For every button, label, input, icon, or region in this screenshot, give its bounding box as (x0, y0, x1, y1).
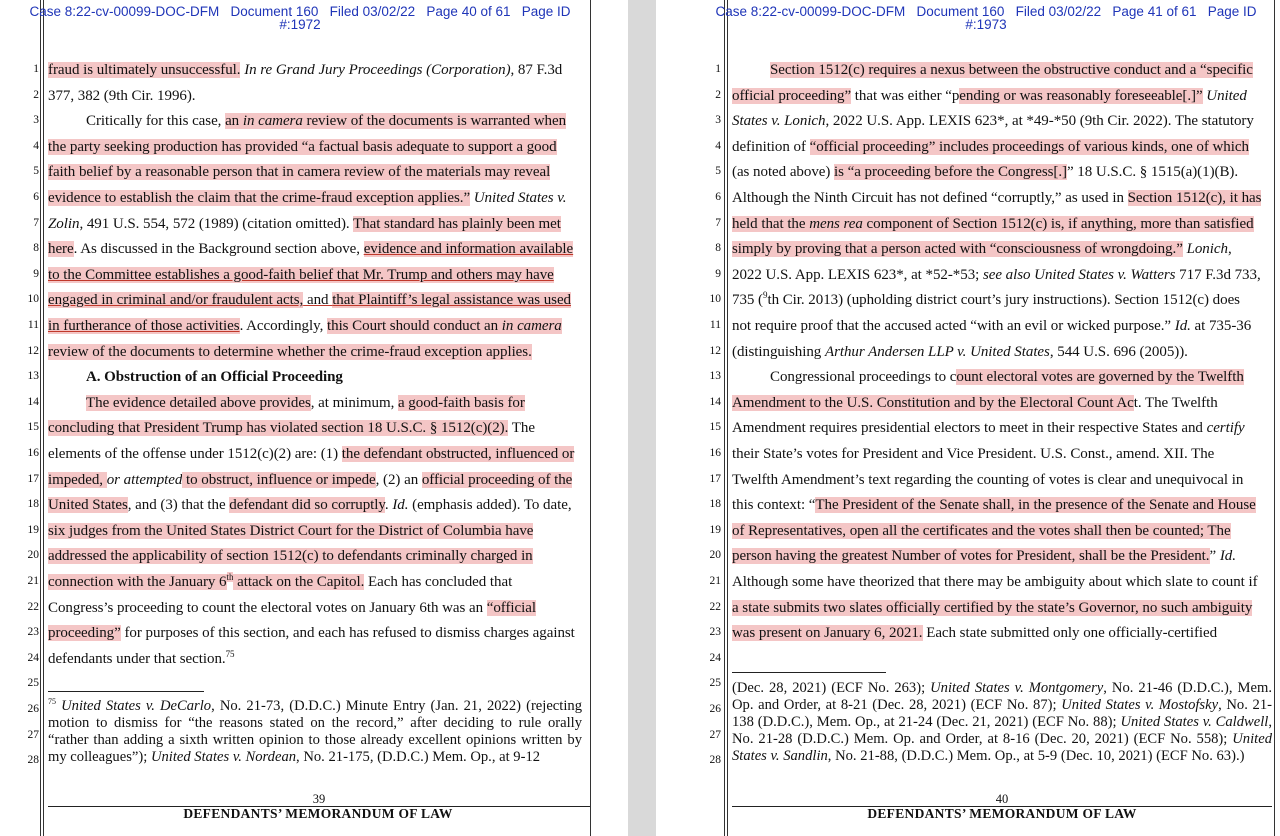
pleading-line (732, 570, 1272, 596)
line-number: 15 (27, 421, 39, 434)
text-run: , No. 21-73, (D.D.C.) Minute Entry (Jan. 21, 2022) (rejecting motion to dismiss for “the reasons stated on the record,” after deciding to rule orally “rather than adding a sixth written opinion to those already excellent opinions written by my colleagues”); (48, 698, 582, 765)
pleading-line (732, 160, 1272, 186)
pleading-line (48, 212, 588, 238)
pleading-line (48, 391, 588, 417)
line-number: 10 (709, 293, 721, 306)
pleading-line (48, 263, 588, 289)
pleading-line (732, 519, 1272, 545)
highlighted-text: this Court should conduct an (327, 318, 502, 334)
pleading-line (48, 442, 588, 468)
line-number: 16 (27, 447, 39, 459)
document-page-40 (656, 0, 1280, 836)
highlighted-text: in camera (242, 113, 303, 130)
line-number: 18 (709, 498, 721, 511)
footer-title: DEFENDANTS’ MEMORANDUM OF LAW (867, 806, 1137, 821)
highlighted-text: review of the documents is warranted when (302, 113, 567, 130)
pleading-line (48, 314, 588, 340)
highlighted-text: a good-faith basis for (398, 394, 525, 411)
highlighted-text: that Plaintiff’s legal assistance was used (332, 292, 572, 309)
pleading-line (48, 570, 588, 596)
text-run: 377, 382 (9th Cir. 1996). (48, 87, 196, 104)
line-number: 4 (715, 139, 721, 152)
pleading-line (732, 365, 1272, 391)
pleading-line (732, 212, 1272, 238)
highlighted-text: ount electoral votes are governed by the Twelfth (956, 369, 1244, 386)
pleading-line (48, 493, 588, 519)
highlighted-text: “official (486, 599, 536, 616)
text-run: and (303, 292, 333, 309)
line-number: 21 (27, 575, 39, 587)
highlighted-text: That standard has plainly been met (353, 215, 561, 232)
line-number: 8 (33, 242, 39, 255)
line-number: 8 (715, 242, 721, 255)
header-case-line: Case 8:22-cv-00099-DOC-DFM Document 160 Filed 03/02/22 Page 41 of 61 Page ID (715, 4, 1257, 19)
highlighted-text: fraud is ultimately unsuccessful. (48, 62, 241, 78)
footnote (732, 680, 1272, 765)
text-run: Critically for this case, (86, 113, 226, 130)
line-number: 9 (715, 267, 721, 280)
pleading-line (48, 58, 588, 84)
text-run: defendants under that section. (48, 650, 226, 667)
line-number: 26 (709, 703, 721, 715)
text-run: 2022 U.S. App. LEXIS 623*, at *52-*53; (732, 266, 983, 283)
line-number: 19 (709, 523, 721, 536)
line-number: 13 (27, 370, 39, 383)
header-page-id: #:1973 (965, 17, 1007, 32)
line-number: 6 (715, 191, 721, 203)
header-page-id: #:1972 (279, 17, 321, 32)
highlighted-text: in camera (501, 318, 562, 334)
pleading-line (48, 365, 588, 391)
footer-title: DEFENDANTS’ MEMORANDUM OF LAW (183, 806, 453, 821)
pleading-line (48, 468, 588, 494)
pleading-line (48, 544, 588, 570)
line-number: 16 (709, 447, 721, 459)
line-number: 17 (27, 472, 39, 485)
highlighted-text: ending or was reasonably foreseeable[.]” (959, 87, 1203, 104)
highlighted-text: addressed the applicability of section 1512(c) to defendants criminally charged in (48, 548, 533, 565)
margin-rule (727, 0, 728, 836)
text-run: , (1227, 241, 1232, 258)
pleading-line (732, 135, 1272, 161)
text-run: Zolin (48, 215, 80, 232)
highlighted-text: The evidence detailed above provides (86, 394, 311, 411)
pleading-line (48, 621, 588, 647)
text-run: , 544 U.S. 696 (2005)). (1049, 343, 1188, 360)
pleading-line (732, 416, 1272, 442)
line-number: 15 (709, 421, 721, 434)
text-run: (distinguishing (732, 343, 825, 360)
pleading-line (48, 519, 588, 545)
highlighted-text: the party seeking production has provided (48, 138, 302, 155)
line-number: 4 (33, 139, 39, 152)
line-number: 12 (709, 344, 721, 357)
line-number: 25 (709, 677, 721, 690)
text-run: . As discussed in the Background section above, (73, 241, 364, 258)
footnote-rule (48, 691, 204, 692)
text-run: United States v. Nordean (150, 749, 297, 765)
margin-rule-right (1274, 0, 1275, 836)
line-number: 25 (27, 677, 39, 690)
line-number: 5 (715, 165, 721, 178)
text-run: States v. Lonich (732, 113, 826, 130)
line-number: 23 (709, 626, 721, 639)
highlighted-text: is “a proceeding before the Congress[.] (834, 164, 1067, 181)
text-run: definition of (732, 138, 810, 155)
text-run: for purposes of this section, and each has refused to dismiss charges against (120, 625, 575, 642)
line-number: 2 (33, 88, 39, 101)
text-run: , No. 21-175, (D.D.C.) Mem. Op., at 9-12 (296, 749, 541, 765)
superscript: 9 (763, 290, 768, 301)
text-run: , No. 21-88, (D.D.C.) Mem. Op., at 5-9 (Dec. 10, 2021) (ECF No. 63).) (827, 748, 1245, 764)
pleading-line (732, 340, 1272, 366)
text-run: Congressional proceedings to c (770, 369, 957, 386)
text-run: . Accordingly, (239, 318, 327, 334)
superscript: 75 (225, 648, 235, 659)
highlighted-text: the defendant obstructed, influenced or (341, 446, 575, 462)
text-run: Although the Ninth Circuit has not defined “corruptly,” as used in (732, 190, 1128, 206)
highlighted-text: of Representatives, open all the certificates and the votes shall then be counted; The (732, 522, 1231, 539)
highlighted-text: evidence and information available (363, 241, 574, 258)
pleading-line (732, 263, 1272, 289)
text-run: , and (3) that the (127, 497, 230, 514)
text-run: Congress’s proceeding to count the electoral votes on January 6th was an (48, 599, 487, 616)
text-run: , 491 U.S. 554, 572 (1989) (citation omitted). (79, 215, 354, 232)
text-run: , (2) an (375, 471, 422, 488)
pleading-line (732, 58, 1272, 84)
pleading-line (48, 109, 588, 135)
text-run: t. The Twelfth (1133, 394, 1218, 411)
pleading-line (48, 237, 588, 263)
line-number: 21 (709, 575, 721, 587)
highlighted-text: engaged in criminal and/or fraudulent acts, (48, 292, 304, 309)
text-run: or attempted (106, 471, 183, 488)
highlighted-text: Section 1512(c) requires a nexus between the obstructive conduct and a “specific (770, 62, 1253, 78)
text-run: Although some have theorized that there may be ambiguity about which slate to count if (732, 574, 1258, 590)
text-run: at 735-36 (1190, 318, 1252, 334)
text-run: their State’s votes for President and Vice President. U.S. Const., amend. XII. The (732, 446, 1215, 462)
line-number: 7 (715, 216, 721, 229)
text-run: A. Obstruction of an Official Proceeding (86, 369, 343, 386)
highlighted-text: person having the greatest Number of votes for President, shall be the President. (732, 548, 1210, 565)
line-number: 11 (27, 319, 39, 331)
superscript: th (226, 572, 234, 582)
text-run: ” (1209, 548, 1220, 565)
line-number: 12 (27, 344, 39, 357)
text-run: (as noted above) (732, 164, 835, 181)
text-run: see also United States v. Watters (982, 266, 1176, 283)
footnote (48, 698, 582, 766)
text-run: The (508, 420, 535, 437)
header-case-line: Case 8:22-cv-00099-DOC-DFM Document 160 Filed 03/02/22 Page 40 of 61 Page ID (29, 4, 571, 19)
line-number: 19 (27, 523, 39, 536)
text-run: 735 ( (732, 292, 763, 309)
text-run: Twelfth Amendment’s text regarding the counting of votes is clear and unequivocal in (732, 471, 1244, 488)
highlighted-text: component of Section 1512(c) is, if anything, more than satisfied (862, 215, 1254, 232)
footnote-rule (732, 672, 886, 673)
line-number: 9 (33, 267, 39, 280)
highlighted-text: here (48, 241, 74, 258)
line-number: 20 (709, 549, 721, 562)
line-number: 20 (27, 549, 39, 562)
court-header (10, 5, 590, 31)
court-header (696, 5, 1276, 31)
pleading-line (48, 647, 588, 673)
pleading-line (732, 314, 1272, 340)
line-number: 23 (27, 626, 39, 639)
line-number: 6 (33, 191, 39, 203)
highlighted-text: review of the documents to determine whether the crime-fraud exception applies. (48, 343, 532, 360)
line-number: 18 (27, 498, 39, 511)
highlighted-text: official proceeding” (732, 87, 852, 104)
text-run: elements of the offense under 1512(c)(2) are: (1) (48, 446, 342, 462)
text-run: United States v. Caldwell (1120, 714, 1269, 730)
text-run: Id. (1219, 548, 1236, 565)
pleading-line (48, 160, 588, 186)
line-number: 3 (715, 114, 721, 127)
pleading-line (732, 596, 1272, 622)
text-run: Lonich (1186, 241, 1228, 258)
page-number: 39 (312, 792, 326, 806)
pleading-line (48, 340, 588, 366)
line-number: 24 (709, 651, 721, 664)
pleading-line (732, 493, 1272, 519)
highlighted-text: evidence to establish the claim that the crime-fraud exception applies.” (48, 190, 471, 206)
line-number: 2 (715, 88, 721, 101)
highlighted-text: official proceeding of the (421, 471, 573, 488)
pleading-line (732, 647, 1272, 673)
highlighted-text: was present on January 6, 2021. (732, 625, 923, 642)
line-number: 17 (709, 472, 721, 485)
pleading-line (732, 391, 1272, 417)
text-run: ” 18 U.S.C. § 1515(a)(1)(B). (1067, 164, 1239, 181)
text-run: , 87 F.3d (510, 62, 563, 78)
highlighted-text: an (225, 113, 243, 130)
text-run: United States v. Sandlin (732, 731, 1272, 764)
pleading-line (48, 288, 588, 314)
highlighted-text: faith belief by a reasonable person that in camera review of the materials may reveal (48, 164, 551, 181)
line-number: 14 (27, 395, 39, 408)
line-number: 7 (33, 216, 39, 229)
text-run: Each state submitted only one officially-certified (922, 625, 1218, 642)
line-number: 22 (709, 600, 721, 613)
highlighted-text: Amendment to the U.S. Constitution and by the Electoral Count Ac (732, 394, 1134, 411)
highlighted-text: in furtherance of those activities (48, 318, 240, 334)
highlighted-text: mens rea (809, 215, 863, 232)
text-run: , No. 21-138 (D.D.C.), Mem. Op., at 21-24 (Dec. 21, 2021) (ECF No. 88); (732, 697, 1272, 730)
text-run: Each has concluded that (364, 574, 513, 590)
pleading-line (48, 135, 588, 161)
pleading-line (48, 84, 588, 110)
line-number: 27 (709, 728, 721, 741)
line-number: 11 (709, 319, 721, 331)
text-run: , 2022 U.S. App. LEXIS 623*, at *49-*50 (9th Cir. 2022). The statutory (825, 113, 1254, 130)
text-run: not require proof that the accused acted “with an evil or wicked purpose.” (732, 318, 1175, 334)
highlighted-text: to obstruct, influence or impede (182, 471, 376, 488)
highlighted-text: held that the (732, 215, 810, 232)
document-page-39 (0, 0, 628, 836)
pleading-line (48, 596, 588, 622)
line-number: 14 (709, 395, 721, 408)
highlighted-text: United States (48, 497, 128, 514)
pleading-line (732, 237, 1272, 263)
highlighted-text: impeded, (48, 471, 107, 488)
text-run: Amendment requires presidential electors to meet in their respective States and (732, 420, 1207, 437)
highlighted-text: attack on the Capitol. (233, 574, 365, 590)
text-run: United States v. (473, 190, 567, 206)
text-run: United (1206, 87, 1247, 104)
text-run: . (384, 497, 393, 514)
highlighted-text: The President of the Senate shall, in the presence of the Senate and House (815, 497, 1256, 514)
line-number: 13 (709, 370, 721, 383)
pleading-line (732, 621, 1272, 647)
highlighted-text: defendant did so corruptly (229, 497, 385, 514)
line-number: 5 (33, 165, 39, 178)
pleading-line (732, 186, 1272, 212)
line-number: 3 (33, 114, 39, 127)
superscript: 75 (48, 697, 56, 707)
highlighted-text: simply by proving that a person acted with “consciousness of wrongdoing.” (732, 241, 1183, 258)
pleading-line (732, 468, 1272, 494)
text-run: Arthur Andersen LLP v. United States (824, 343, 1050, 360)
highlighted-text: “a factual basis adequate to support a good (301, 138, 557, 155)
text-run: United States v. Mostofsky (1061, 697, 1219, 713)
highlighted-text: proceeding” (48, 625, 121, 642)
text-run: certify (1206, 420, 1245, 437)
text-run: Id. (1174, 318, 1191, 334)
text-run: (emphasis added). To date, (408, 497, 572, 514)
text-run: Id. (392, 497, 409, 514)
text-run: , No. 21-46 (D.D.C.), Mem. Op. and Order, at 8-21 (Dec. 28, 2021) (ECF No. 87); (732, 680, 1272, 713)
margin-rule-right (590, 0, 591, 836)
text-run: United States v. Montgomery (930, 680, 1104, 696)
line-number: 27 (27, 728, 39, 741)
highlighted-text: Section 1512(c), it has (1127, 190, 1262, 206)
highlighted-text: connection with the January 6 (48, 574, 227, 590)
line-number: 26 (27, 703, 39, 715)
highlighted-text: concluding that President Trump has violated section 18 U.S.C. § 1512(c)(2). (48, 420, 509, 437)
text-run: , at minimum, (310, 394, 398, 411)
text-run: , No. 21-28 (D.D.C.) Mem. Op. and Order, at 8-16 (Dec. 20, 2021) (ECF No. 558); (732, 714, 1273, 747)
line-number: 10 (27, 293, 39, 306)
highlighted-text: to the Committee establishes a good-faith belief that Mr. Trump and others may have (48, 266, 554, 283)
pleading-line (732, 544, 1272, 570)
pleading-line (48, 416, 588, 442)
margin-rule (40, 0, 41, 836)
text-run: 717 F.3d 733, (1175, 266, 1261, 283)
highlighted-text: a state submits two slates officially certified by the state’s Governor, no such ambiguity (732, 599, 1253, 616)
line-number: 28 (27, 754, 39, 767)
pleading-line (732, 288, 1272, 314)
pleading-line (732, 109, 1272, 135)
pleading-line (48, 186, 588, 212)
text-run: In re Grand Jury Proceedings (Corporation) (244, 62, 511, 78)
line-number: 28 (709, 754, 721, 767)
text-run: th Cir. 2013) (upholding district court’s jury instructions). Section 1512(c) does (767, 292, 1240, 309)
text-run: that was either “p (851, 87, 960, 104)
line-number: 1 (715, 63, 721, 75)
line-number: 22 (27, 600, 39, 613)
text-run: this context: “ (732, 497, 816, 514)
pleading-line (732, 84, 1272, 110)
pleading-line (732, 442, 1272, 468)
line-number: 1 (33, 63, 39, 75)
page-number: 40 (995, 792, 1009, 806)
line-number: 24 (27, 651, 39, 664)
text-run: United States v. DeCarlo (61, 698, 212, 714)
text-run: (Dec. 28, 2021) (ECF No. 263); (732, 680, 931, 696)
margin-rule (43, 0, 44, 836)
highlighted-text: six judges from the United States District Court for the District of Columbia have (48, 522, 534, 539)
margin-rule (724, 0, 725, 836)
highlighted-text: “official proceeding” includes proceedings of various kinds, one of which (809, 138, 1249, 155)
